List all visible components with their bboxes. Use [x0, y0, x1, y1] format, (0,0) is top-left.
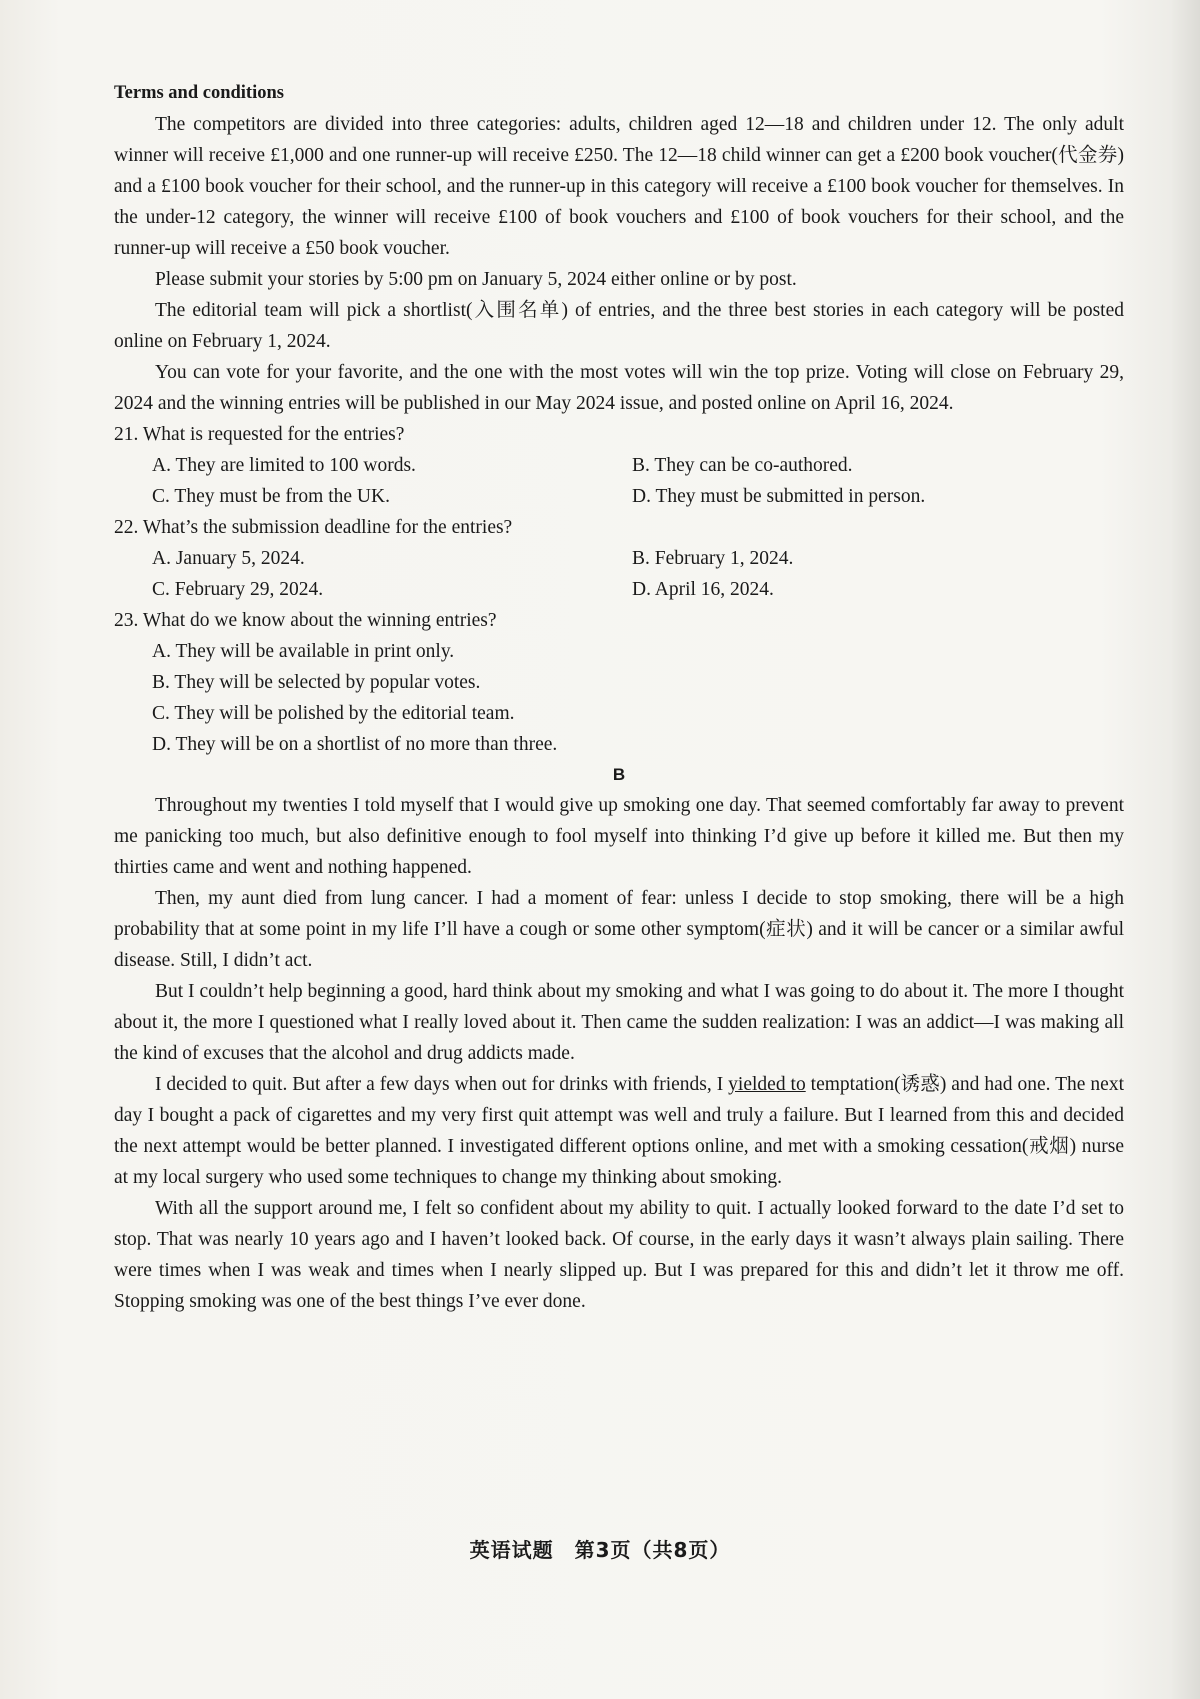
paragraph-text: I decided to quit. But after a few days when out for drinks with friends, I	[154, 1074, 729, 1095]
terms-heading: Terms and conditions	[114, 83, 284, 103]
option-c: C. They will be polished by the editorial team.	[152, 703, 515, 724]
option-d: D. April 16, 2024.	[632, 579, 774, 600]
question-22	[114, 512, 1124, 605]
passage-b-paragraph-2: Then, my aunt died from lung cancer. I had a moment of fear: unless I decide to stop smoking, there will be a high probability that at some point in my life I’ll have a cough or some other symptom(症状) and it will be cancer or a similar awful disease. Still, I didn’t act.	[114, 888, 1124, 971]
option-d: D. They will be on a shortlist of no more than three.	[152, 734, 558, 755]
passage-b-paragraph-4	[114, 1069, 1124, 1193]
option-b: B. February 1, 2024.	[632, 548, 794, 569]
question-stem: 23. What do we know about the winning entries?	[114, 610, 497, 631]
question-stem: 22. What’s the submission deadline for the entries?	[114, 517, 513, 538]
question-options	[114, 543, 1124, 605]
terms-paragraph-1: The competitors are divided into three categories: adults, children aged 12—18 and children under 12. The only adult winner will receive £1,000 and one runner-up will receive £250. The 12—18 child winner can get a £200 book voucher(代金券) and a £100 book voucher for their school, and the runner-up in this category will receive a £100 book voucher for themselves. In the under-12 category, the winner will receive £100 of book vouchers and £100 of book vouchers for their school, and the runner-up will receive a £50 book voucher.	[114, 114, 1124, 259]
paragraph-text: temptation(诱惑) and had one. The next day I bought a pack of cigarettes and my very first quit attempt was well and truly a failure. But I learned from this and decided the next attempt would be better planned. I investigated different options online, and met with a smoking cessation(戒烟) nurse at my local surgery who used some techniques to change my thinking about smoking.	[114, 1074, 1124, 1188]
passage-b-paragraph-1: Throughout my twenties I told myself that I would give up smoking one day. That seemed comfortably far away to prevent me panicking too much, but also definitive enough to fool myself into thinking I’d give up before it killed me. But then my thirties came and went and nothing happened.	[114, 795, 1124, 878]
page-footer: 英语试题 第3页（共8页）	[469, 1538, 731, 1562]
question-options	[114, 636, 1124, 760]
passage-b-paragraph-5: With all the support around me, I felt so confident about my ability to quit. I actually looked forward to the date I’d set to stop. That was nearly 10 years ago and I haven’t looked back. Of course, in the early days it wasn’t always plain sailing. There were times when I was weak and times when I nearly slipped up. But I was prepared for this and didn’t let it throw me off. Stopping smoking was one of the best things I’ve ever done.	[114, 1198, 1124, 1312]
underlined-phrase: yielded to	[728, 1074, 806, 1095]
question-options	[114, 450, 1124, 512]
terms-paragraph-3: The editorial team will pick a shortlist(入围名单) of entries, and the three best stories in each category will be posted online on February 1, 2024.	[114, 300, 1124, 352]
terms-paragraph-2: Please submit your stories by 5:00 pm on January 5, 2024 either online or by post.	[154, 269, 797, 290]
page-edge	[1172, 0, 1200, 1699]
option-a: A. January 5, 2024.	[152, 548, 305, 569]
passage-b-label: B	[612, 765, 626, 784]
passage-b-paragraph-3: But I couldn’t help beginning a good, hard think about my smoking and what I was going to do about it. The more I thought about it, the more I questioned what I really loved about it. Then came the sudden realization: I was an addict—I was making all the kind of excuses that the alcohol and drug addicts made.	[114, 981, 1124, 1064]
option-c: C. They must be from the UK.	[152, 486, 390, 507]
option-d: D. They must be submitted in person.	[632, 486, 926, 507]
page-content	[114, 78, 1124, 1317]
question-stem: 21. What is requested for the entries?	[114, 424, 405, 445]
option-a: A. They will be available in print only.	[152, 641, 455, 662]
option-b: B. They will be selected by popular votes.	[152, 672, 481, 693]
terms-paragraph-4: You can vote for your favorite, and the one with the most votes will win the top prize. Voting will close on February 29, 2024 and the winning entries will be published in our May 2024 issue, and posted online on April 16, 2024.	[114, 362, 1124, 414]
option-b: B. They can be co-authored.	[632, 455, 853, 476]
question-23	[114, 605, 1124, 760]
option-a: A. They are limited to 100 words.	[152, 455, 416, 476]
option-c: C. February 29, 2024.	[152, 579, 324, 600]
question-21	[114, 419, 1124, 512]
